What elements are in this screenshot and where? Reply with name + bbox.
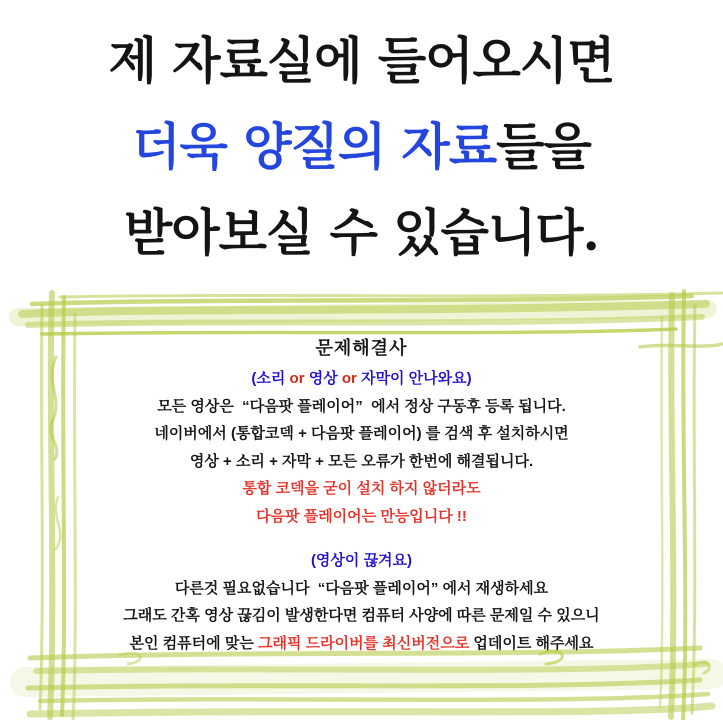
header-line-2-highlight: 더욱 양질의 자료	[132, 117, 497, 176]
audio-instruction-2: 네이버에서 (통합코덱 + 다음팟 플레이어) 를 검색 후 설치하시면	[154, 425, 569, 442]
question-audio	[0, 365, 723, 393]
question-stutter: (영상이 끊겨요)	[310, 552, 413, 569]
stutter-instruction-2: 그래도 간혹 영상 끊김이 발생한다면 컴퓨터 사양에 따른 문제일 수 있으니	[123, 607, 600, 624]
audio-alert-2: 다음팟 플레이어는 만능입니다 !!	[256, 507, 467, 525]
audio-instruction-1: 모든 영상은 “다음팟 플레이어” 에서 정상 구동후 등록 됩니다.	[157, 397, 566, 415]
question-audio-or2: or	[341, 370, 357, 387]
notice-box	[0, 337, 723, 657]
notice-title: 문제해결사	[315, 338, 408, 358]
question-audio-part2: 영상	[304, 370, 342, 387]
stutter-instruction-3-black2: 업데이트 해주세요	[469, 634, 594, 652]
header-line-1: 제 자료실에 들어오시면	[108, 31, 615, 90]
audio-instruction-3: 영상 + 소리 + 자막 + 모든 오류가 한번에 해결됩니다.	[189, 452, 534, 470]
stutter-instruction-3-black1: 본인 컴퓨터에 맞는	[129, 634, 258, 652]
stutter-instruction-3-red: 그래픽 드라이버를 최신버전으로	[257, 634, 470, 652]
question-audio-part3: 자막이 안나와요)	[356, 370, 472, 387]
stutter-instruction-3	[0, 630, 723, 658]
header-line-2	[0, 104, 723, 190]
question-audio-part1: (소리	[251, 370, 290, 387]
stutter-instruction-1: 다른것 필요없습니다 “다음팟 플레이어” 에서 재생하세요	[174, 579, 549, 597]
question-audio-or1: or	[289, 370, 305, 387]
header-message	[0, 18, 723, 276]
audio-alert-1: 통합 코덱을 굳이 설치 하지 않더라도	[242, 480, 481, 497]
header-line-2-rest: 들을	[496, 117, 591, 176]
section-gap	[0, 530, 723, 547]
header-line-3: 받아보실 수 있습니다.	[124, 203, 599, 262]
